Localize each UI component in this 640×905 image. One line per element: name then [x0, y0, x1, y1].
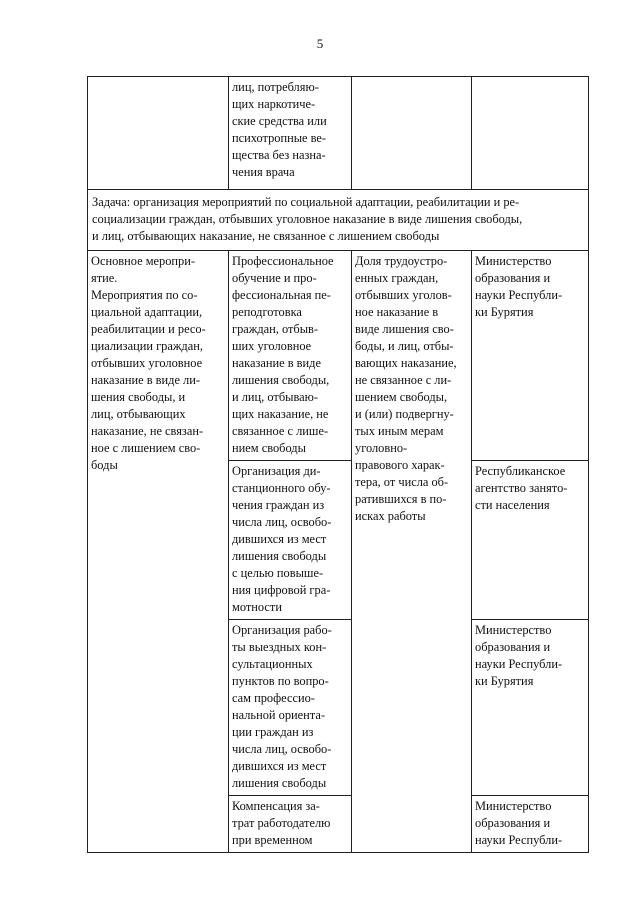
- main-event-text: Основное меропри- ятие. Мероприятия по со- циальной адаптации, реабилитации и ресо- циализации граждан, отбывших уголовное наказание в виде ли- шения свободы, и лиц, отбывающих наказание, не связан- ное с лишением сво- боды: [91, 254, 206, 472]
- page-number: 5: [316, 36, 324, 51]
- cell-text: лиц, потребляю- щих наркотиче- ские средства или психотропные ве- щества без назна- чения врача: [232, 80, 327, 179]
- table-cell: [88, 77, 229, 190]
- table-cell: [229, 77, 352, 190]
- executor-cell: [472, 251, 589, 461]
- activity-cell: [229, 796, 352, 853]
- activity-cell: [229, 461, 352, 620]
- executor-text: Министерство образования и науки Республи-: [475, 799, 563, 847]
- activity-text: Профессиональное обучение и про- фессиональная пе- реподготовка граждан, отбыв- ших уголовное наказание в виде лишения свободы, и лиц, отбываю- щих наказание, не связанное с лише- нием свободы: [232, 254, 334, 455]
- activity-text: Организация рабо- ты выездных кон- сультационных пунктов по вопро- сам профессио- нальной ориента- ции граждан из числа лиц, освобо- дившихся из мест лишения свободы: [232, 623, 332, 790]
- executor-text: Министерство образования и науки Республи- ки Бурятия: [475, 254, 563, 319]
- table-cell: [352, 77, 472, 190]
- executor-cell: [472, 620, 589, 796]
- program-table: [87, 76, 589, 853]
- executor-text: Министерство образования и науки Республи- ки Бурятия: [475, 623, 563, 688]
- executor-cell: [472, 461, 589, 620]
- indicator-text: Доля трудоустро- енных граждан, отбывших уголов- ное наказание в виде лишения сво- боды, и лиц, отбы- вающих наказание, не связанное с ли- шением свободы, и (или) подвергну- тых иным мерам уголовно- правового харак- тера, от числа об- ратившихся в по- исках работы: [355, 254, 457, 523]
- activity-text: Организация ди- станционного обу- чения граждан из числа лиц, освобо- дившихся из мест лишения свободы с целью повыше- ния цифровой гра- мотности: [232, 464, 332, 614]
- task-text: Задача: организация мероприятий по социальной адаптации, реабилитации и ре- социализации граждан, отбывших уголовное наказание в виде лишения свободы, и лиц, отбывающих наказание, не связанное с лишением свободы: [92, 195, 523, 243]
- main-event-cell: [88, 251, 229, 853]
- activity-cell: [229, 620, 352, 796]
- indicator-cell: [352, 251, 472, 853]
- activity-cell: [229, 251, 352, 461]
- table-row: [88, 251, 589, 461]
- activity-text: Компенсация за- трат работодателю при временном: [232, 799, 331, 847]
- table-row-continued: [88, 77, 589, 190]
- table-cell: [472, 77, 589, 190]
- task-cell: [88, 190, 589, 251]
- table-row-task: [88, 190, 589, 251]
- executor-cell: [472, 796, 589, 853]
- executor-text: Республиканское агентство занято- сти населения: [475, 464, 568, 512]
